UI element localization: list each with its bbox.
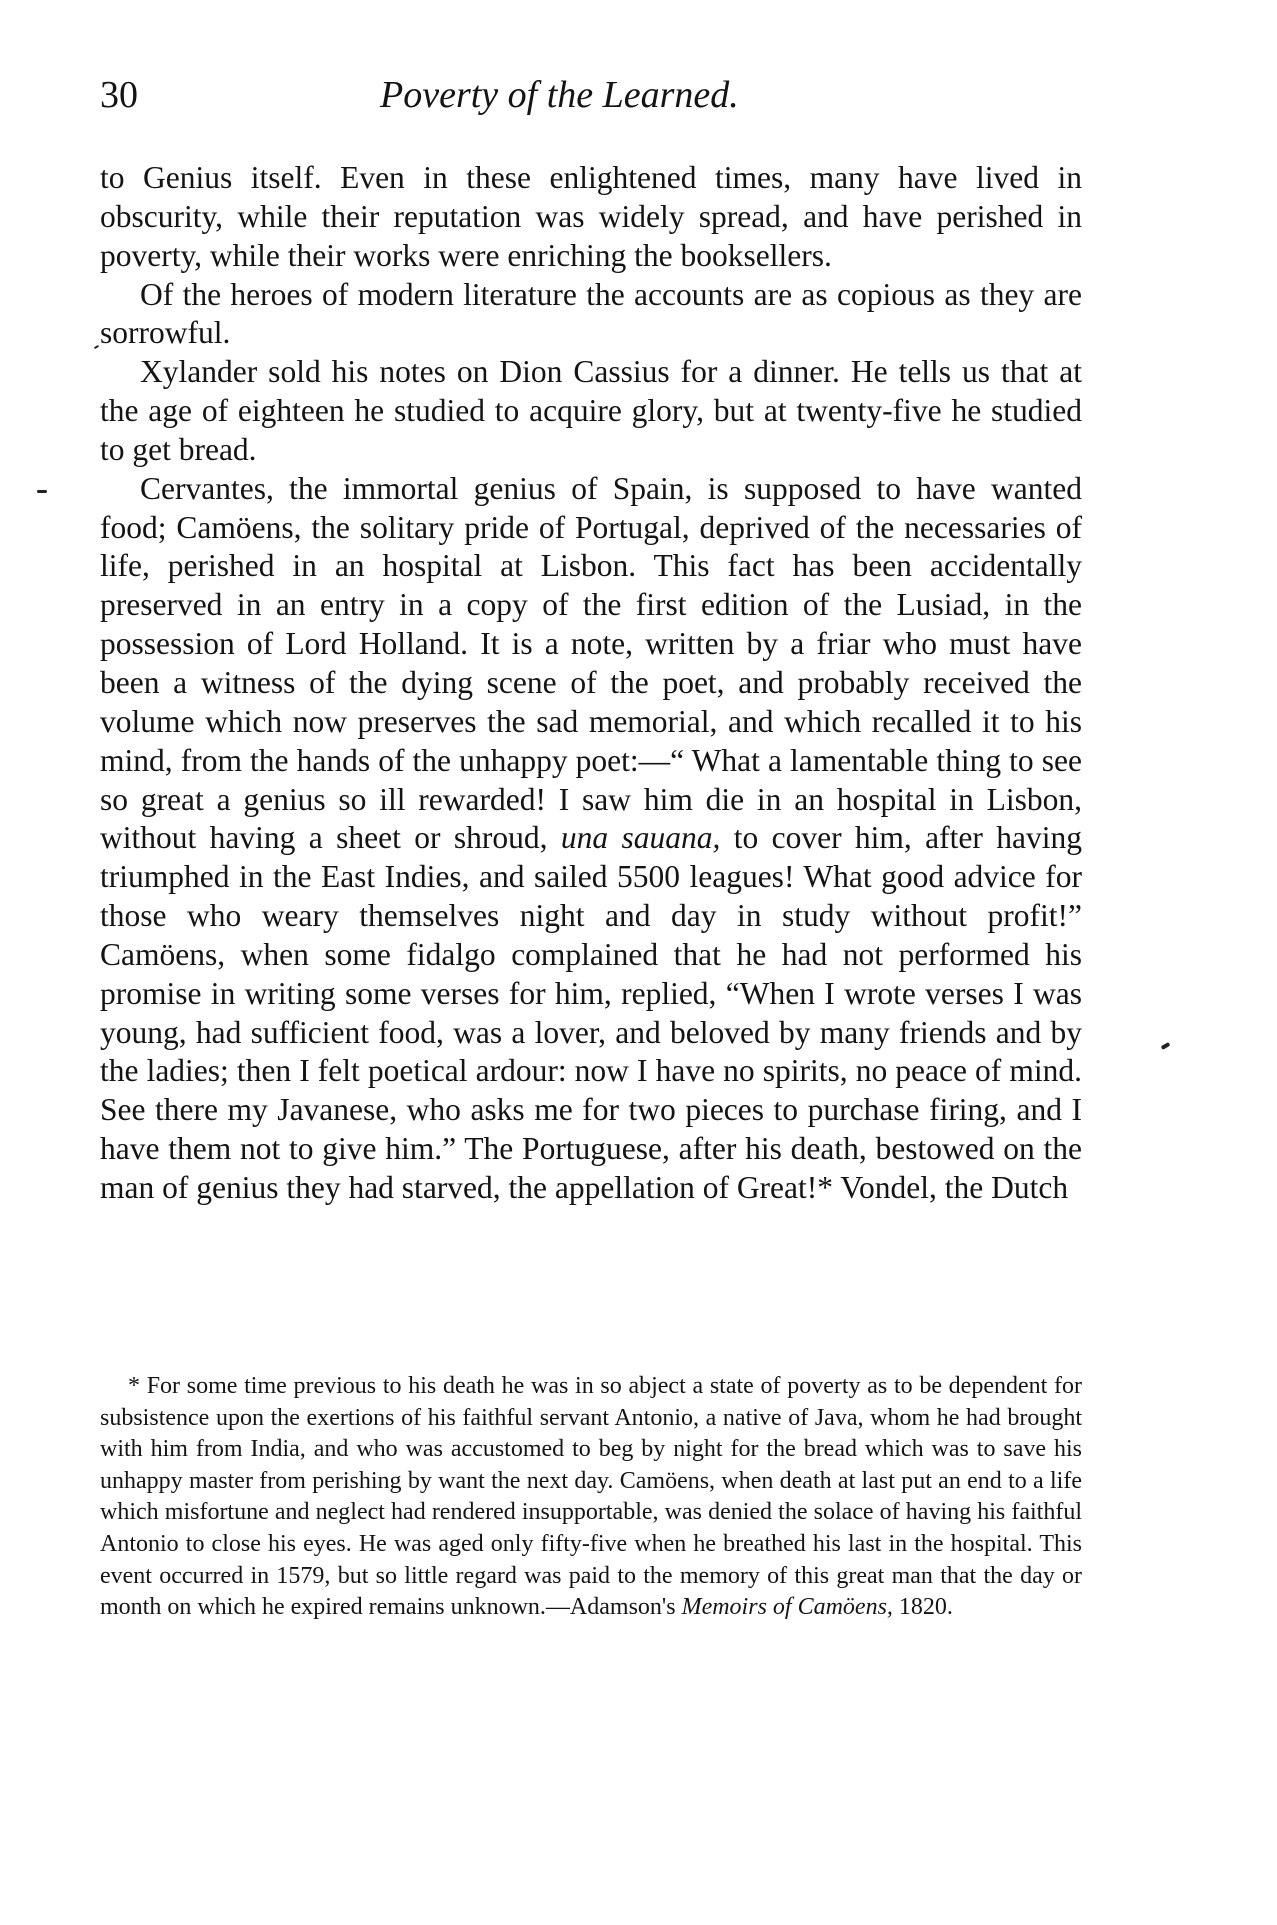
paragraph-xylander: Xylander sold his notes on Dion Cassius for a dinner. He tells us that at the age of eighteen he studied to acquire glory, but at twenty-five he studied to get bread. [100, 354, 1082, 467]
paragraph-heroes: Of the heroes of modern literature the accounts are as copious as they are sorrowful. [100, 276, 1082, 351]
footnote-paragraph [100, 1371, 1082, 1624]
footnote-year: 1820. [892, 1594, 953, 1621]
body-text [100, 159, 1082, 1208]
margin-mark [37, 490, 47, 493]
paragraph-text: Cervantes, the immortal genius of Spain, is supposed to have wanted food; Camöens, the solitary pride of Portugal, deprived of the necessaries of life, perished in an hospital at Lisbon. This fact has been accidentally preserved in an entry in a copy of the first edition of the Lusiad, in the possession of Lord Holland. It is a note, written by a friar who must have been a witness of the dying scene of the poet, and probably received the volume which now preserves the sad memorial, and which recalled it to his mind, from the hands of the unhappy poet:—“ What a lamentable thing to see so great a genius so ill rewarded! I saw him die in an hospital in Lisbon, without having a sheet or shroud, [100, 470, 1082, 856]
margin-mark [94, 345, 99, 349]
italic-phrase: una sauana, [560, 820, 721, 856]
paragraph-genius: to Genius itself. Even in these enlightened times, many have lived in obscurity, while their reputation was widely spread, and have perished in poverty, while their works were enriching the booksellers. [100, 160, 1082, 273]
running-title: Poverty of the Learned. [380, 74, 739, 116]
page-header [100, 70, 1080, 120]
paragraph-text: to cover him, after having triumphed in the East Indies, and sailed 5500 leagues! What good advice for those who weary themselves night and day in study without profit!” Camöens, when some fidalgo complained that he had not performed his promise in writing some verses for him, replied, “When I wrote verses I was young, had sufficient food, was a lover, and beloved by many friends and by the ladies; then I felt poetical ardour: now I have no spirits, no peace of mind. See there my Javanese, who asks me for two pieces to purchase firing, and I have them not to give him.” The Portuguese, after his death, bestowed on the man of genius they had starved, the appellation of Great!* Vondel, the Dutch [100, 820, 1082, 1205]
paragraph-cervantes-camoens [100, 470, 1082, 1208]
page-number: 30 [100, 74, 138, 116]
footnote-citation-title: Memoirs of Camöens, [681, 1594, 893, 1621]
footnote-text: * For some time previous to his death he was in so abject a state of poverty as to be dependent for subsistence upon the exertions of his faithful servant Antonio, a native of Java, whom he had brought with him from India, and who was accustomed to beg by night for the bread which was to save his unhappy master from perishing by want the next day. Camöens, when death at last put an end to a life which misfortune and neglect had rendered insupportable, was denied the solace of having his faithful Antonio to close his eyes. He was aged only fifty-five when he breathed his last in the hospital. This event occurred in 1579, but so little regard was paid to the memory of this great man that the day or month on which he expired remains unknown.—Adamson's [100, 1373, 1082, 1621]
footnote [100, 1371, 1082, 1624]
margin-mark [1161, 1042, 1171, 1050]
